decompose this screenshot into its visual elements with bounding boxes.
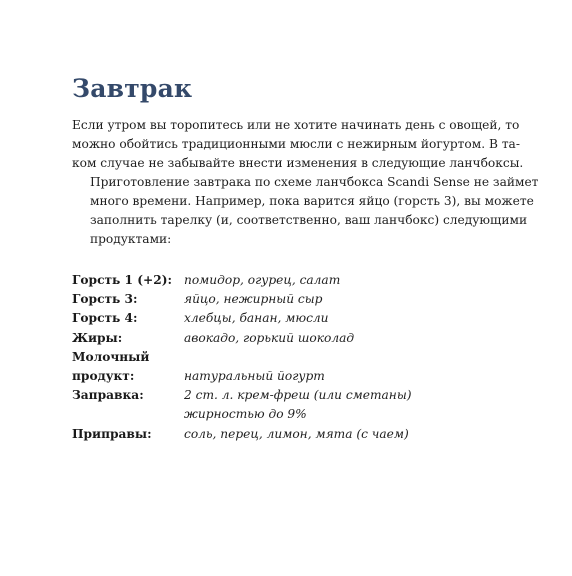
menu-label-line: Горсть 3: xyxy=(72,292,138,307)
menu-label-line: продукт: xyxy=(72,369,135,384)
text-line: заполнить тарелку (и, соответственно, ваш ланчбокс) следующими xyxy=(90,213,528,227)
menu-label-line: Горсть 4: xyxy=(72,311,138,326)
menu-label-line: Молочный xyxy=(72,349,150,364)
text-line: можно обойтись традиционными мюсли с нежирным йогуртом. В та- xyxy=(72,137,520,151)
paragraph-intro xyxy=(72,116,524,173)
menu-value-line: 2 ст. л. крем-фреш (или сметаны) xyxy=(184,388,412,403)
menu-label xyxy=(72,386,184,405)
menu-value xyxy=(184,329,354,348)
menu-row-dressing xyxy=(72,386,502,424)
text-line: продуктами: xyxy=(90,232,172,246)
text-line: ком случае не забывайте внести изменения в следующие ланчбоксы. xyxy=(72,156,524,170)
menu-row-fats xyxy=(72,329,502,348)
menu-value xyxy=(184,271,340,290)
menu-label-line: Приправы: xyxy=(72,426,152,441)
menu-label-line: Жиры: xyxy=(72,330,123,345)
menu-value-line xyxy=(184,348,325,367)
text-line: Если утром вы торопитесь или не хотите начинать день с овощей, то xyxy=(72,118,520,132)
menu-label-line: Заправка: xyxy=(72,388,144,403)
menu-label xyxy=(72,425,184,444)
menu-row-handful-4 xyxy=(72,309,502,328)
menu-value-line: помидор, огурец, салат xyxy=(184,273,341,287)
text-line: Приготовление завтрака по схеме ланчбокса Scandi Sense не займет xyxy=(90,175,539,189)
menu-label xyxy=(72,271,184,290)
lunchbox-menu xyxy=(72,271,502,444)
document-page xyxy=(72,74,539,444)
menu-value xyxy=(184,425,409,444)
text-line: много времени. Например, пока варится яйцо (горсть 3), вы можете xyxy=(90,194,534,208)
menu-label xyxy=(72,348,184,386)
menu-value-line: натуральный йогурт xyxy=(184,369,325,384)
menu-value-line: жирностью до 9% xyxy=(184,407,307,422)
menu-label xyxy=(72,329,184,348)
paragraph-preparation xyxy=(72,173,539,249)
menu-value-line: яйцо, нежирный сыр xyxy=(184,292,323,307)
menu-row-handful-3 xyxy=(72,290,502,309)
menu-value-line: хлебцы, банан, мюсли xyxy=(184,311,329,326)
menu-row-dairy xyxy=(72,348,502,386)
menu-value xyxy=(184,348,325,386)
menu-label xyxy=(72,290,184,309)
menu-label xyxy=(72,309,184,328)
menu-value-line: соль, перец, лимон, мята (с чаем) xyxy=(184,426,409,441)
section-heading: Завтрак xyxy=(72,74,193,103)
menu-value-line: авокадо, горький шоколад xyxy=(184,330,355,345)
menu-row-handful-1 xyxy=(72,271,502,290)
menu-value xyxy=(184,290,322,309)
menu-value xyxy=(184,386,412,424)
menu-label-line: Горсть 1 (+2): xyxy=(72,273,172,287)
body-text xyxy=(72,116,539,249)
menu-row-spices xyxy=(72,425,502,444)
menu-value xyxy=(184,309,329,328)
